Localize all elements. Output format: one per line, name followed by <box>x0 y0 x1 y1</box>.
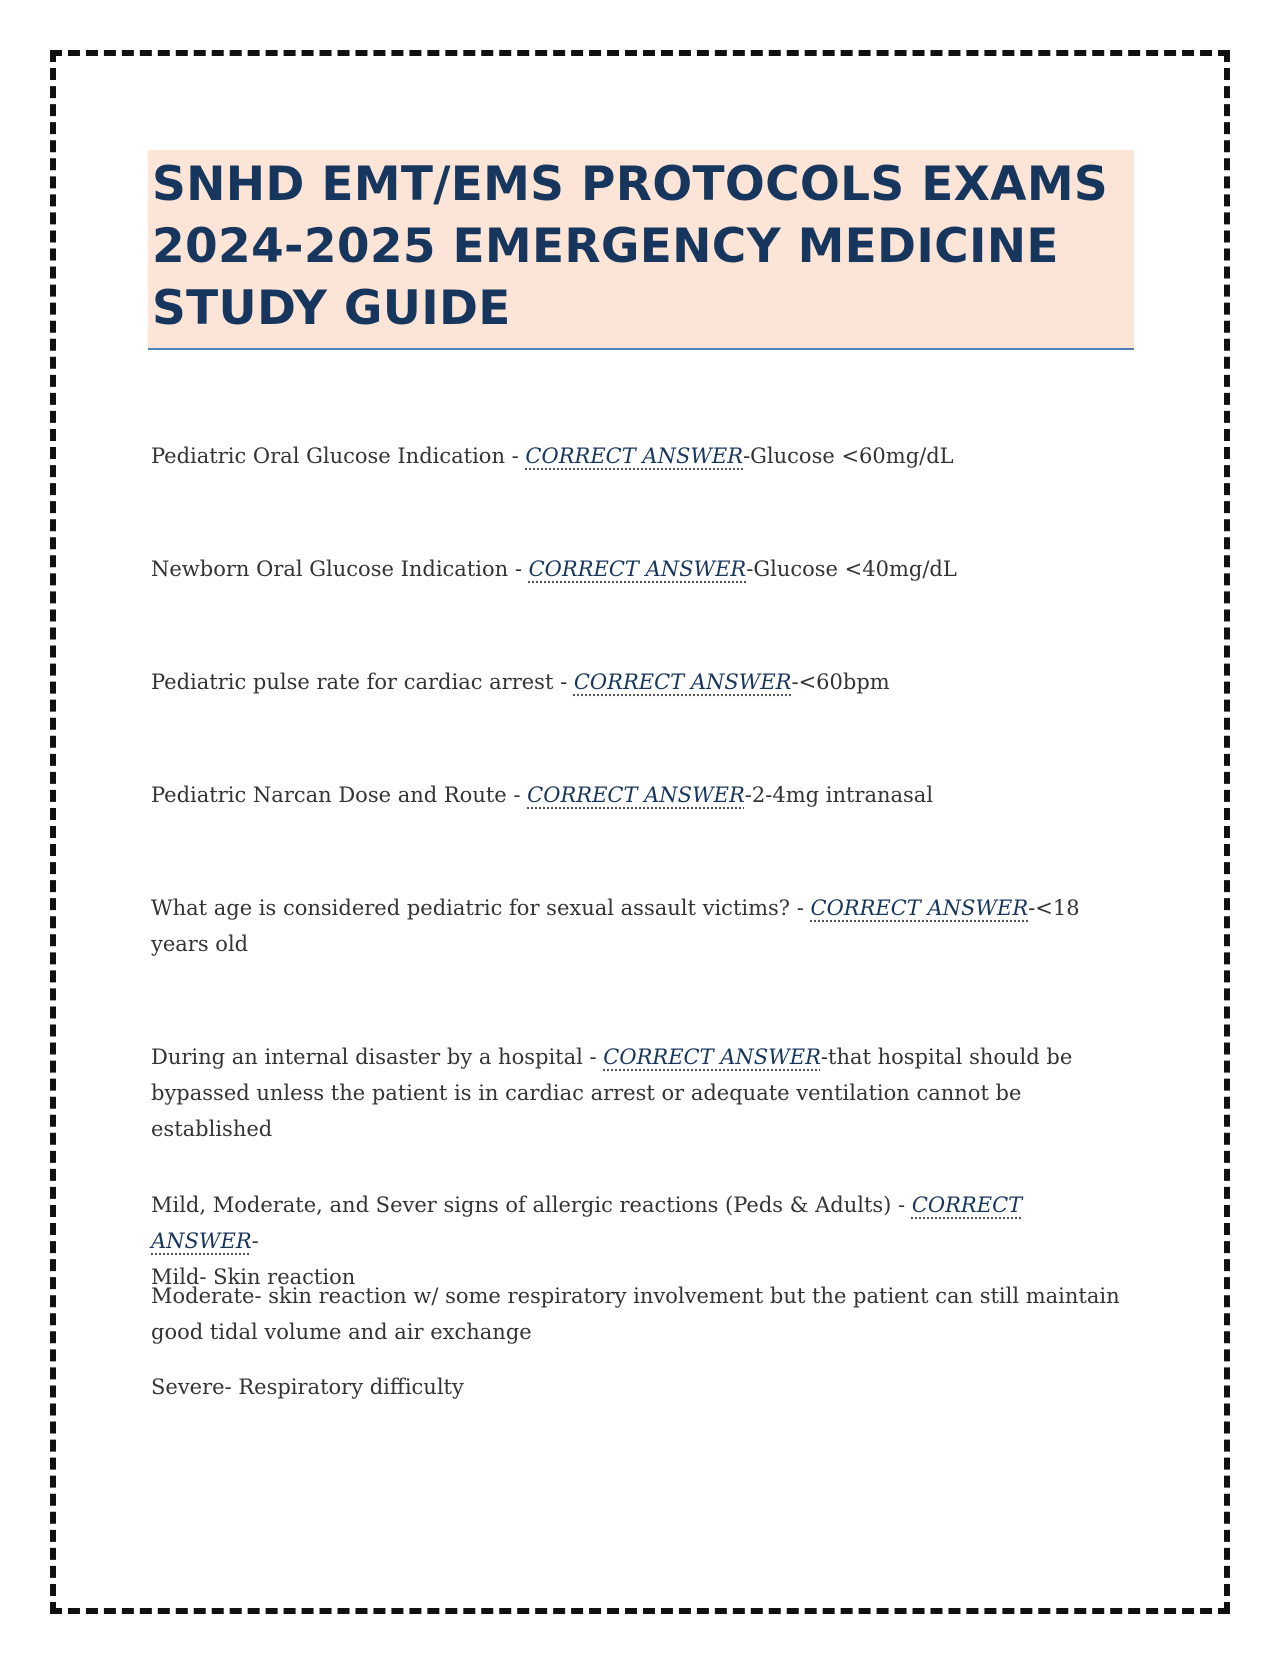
correct-answer-tag: CORRECT ANSWER <box>528 557 747 581</box>
question-text: During an internal disaster by a hospital - <box>151 1045 604 1069</box>
qa-item <box>151 777 1126 813</box>
allergy-mild-text: Mild- Skin reaction <box>151 1265 356 1289</box>
answer-text: -<60bpm <box>791 670 890 694</box>
answer-text: - <box>251 1229 259 1253</box>
page-title <box>152 154 1130 340</box>
answer-text: -2-4mg intranasal <box>744 783 934 807</box>
question-text: Mild, Moderate, and Sever signs of allergic reactions (Peds & Adults) - <box>151 1193 912 1217</box>
qa-item <box>151 438 1126 474</box>
qa-item <box>151 664 1126 700</box>
correct-answer-tag: CORRECT ANSWER <box>527 783 745 807</box>
allergy-severe-paragraph <box>151 1369 1126 1405</box>
answer-text: -that hospital should be bypassed unless the patient is in cardiac arrest or adequate ventilation cannot be established <box>151 1045 1073 1141</box>
allergy-moderate-paragraph <box>151 1278 1126 1350</box>
question-text: Pediatric pulse rate for cardiac arrest - <box>151 670 574 694</box>
qa-item <box>151 1039 1126 1147</box>
title-block <box>148 150 1134 350</box>
correct-answer-tag: CORRECT ANSWER <box>603 1045 821 1069</box>
answer-text: -Glucose <60mg/dL <box>743 444 954 468</box>
title-line-1: SNHD EMT/EMS PROTOCOLS EXAMS <box>152 157 1109 212</box>
answer-text: -Glucose <40mg/dL <box>746 557 957 581</box>
title-line-3: STUDY GUIDE <box>152 281 511 336</box>
title-line-2: 2024-2025 EMERGENCY MEDICINE <box>152 219 1059 274</box>
allergy-severe-text: Severe- Respiratory difficulty <box>151 1375 464 1399</box>
correct-answer-tag: CORRECT ANSWER <box>573 670 792 694</box>
question-text: Newborn Oral Glucose Indication - <box>151 557 529 581</box>
correct-answer-tag: CORRECT ANSWER <box>151 1193 1023 1253</box>
correct-answer-tag: CORRECT ANSWER <box>810 896 1029 920</box>
correct-answer-tag: CORRECT ANSWER <box>525 444 744 468</box>
question-text: Pediatric Oral Glucose Indication - <box>151 444 526 468</box>
allergy-moderate-text: Moderate- skin reaction w/ some respiratory involvement but the patient can still maintain good tidal volume and air exchange <box>151 1284 1120 1344</box>
answer-text: -<18 years old <box>151 896 1080 956</box>
qa-item <box>151 890 1126 962</box>
question-text: Pediatric Narcan Dose and Route - <box>151 783 528 807</box>
question-text: What age is considered pediatric for sexual assault victims? - <box>151 896 811 920</box>
qa-item <box>151 551 1126 587</box>
